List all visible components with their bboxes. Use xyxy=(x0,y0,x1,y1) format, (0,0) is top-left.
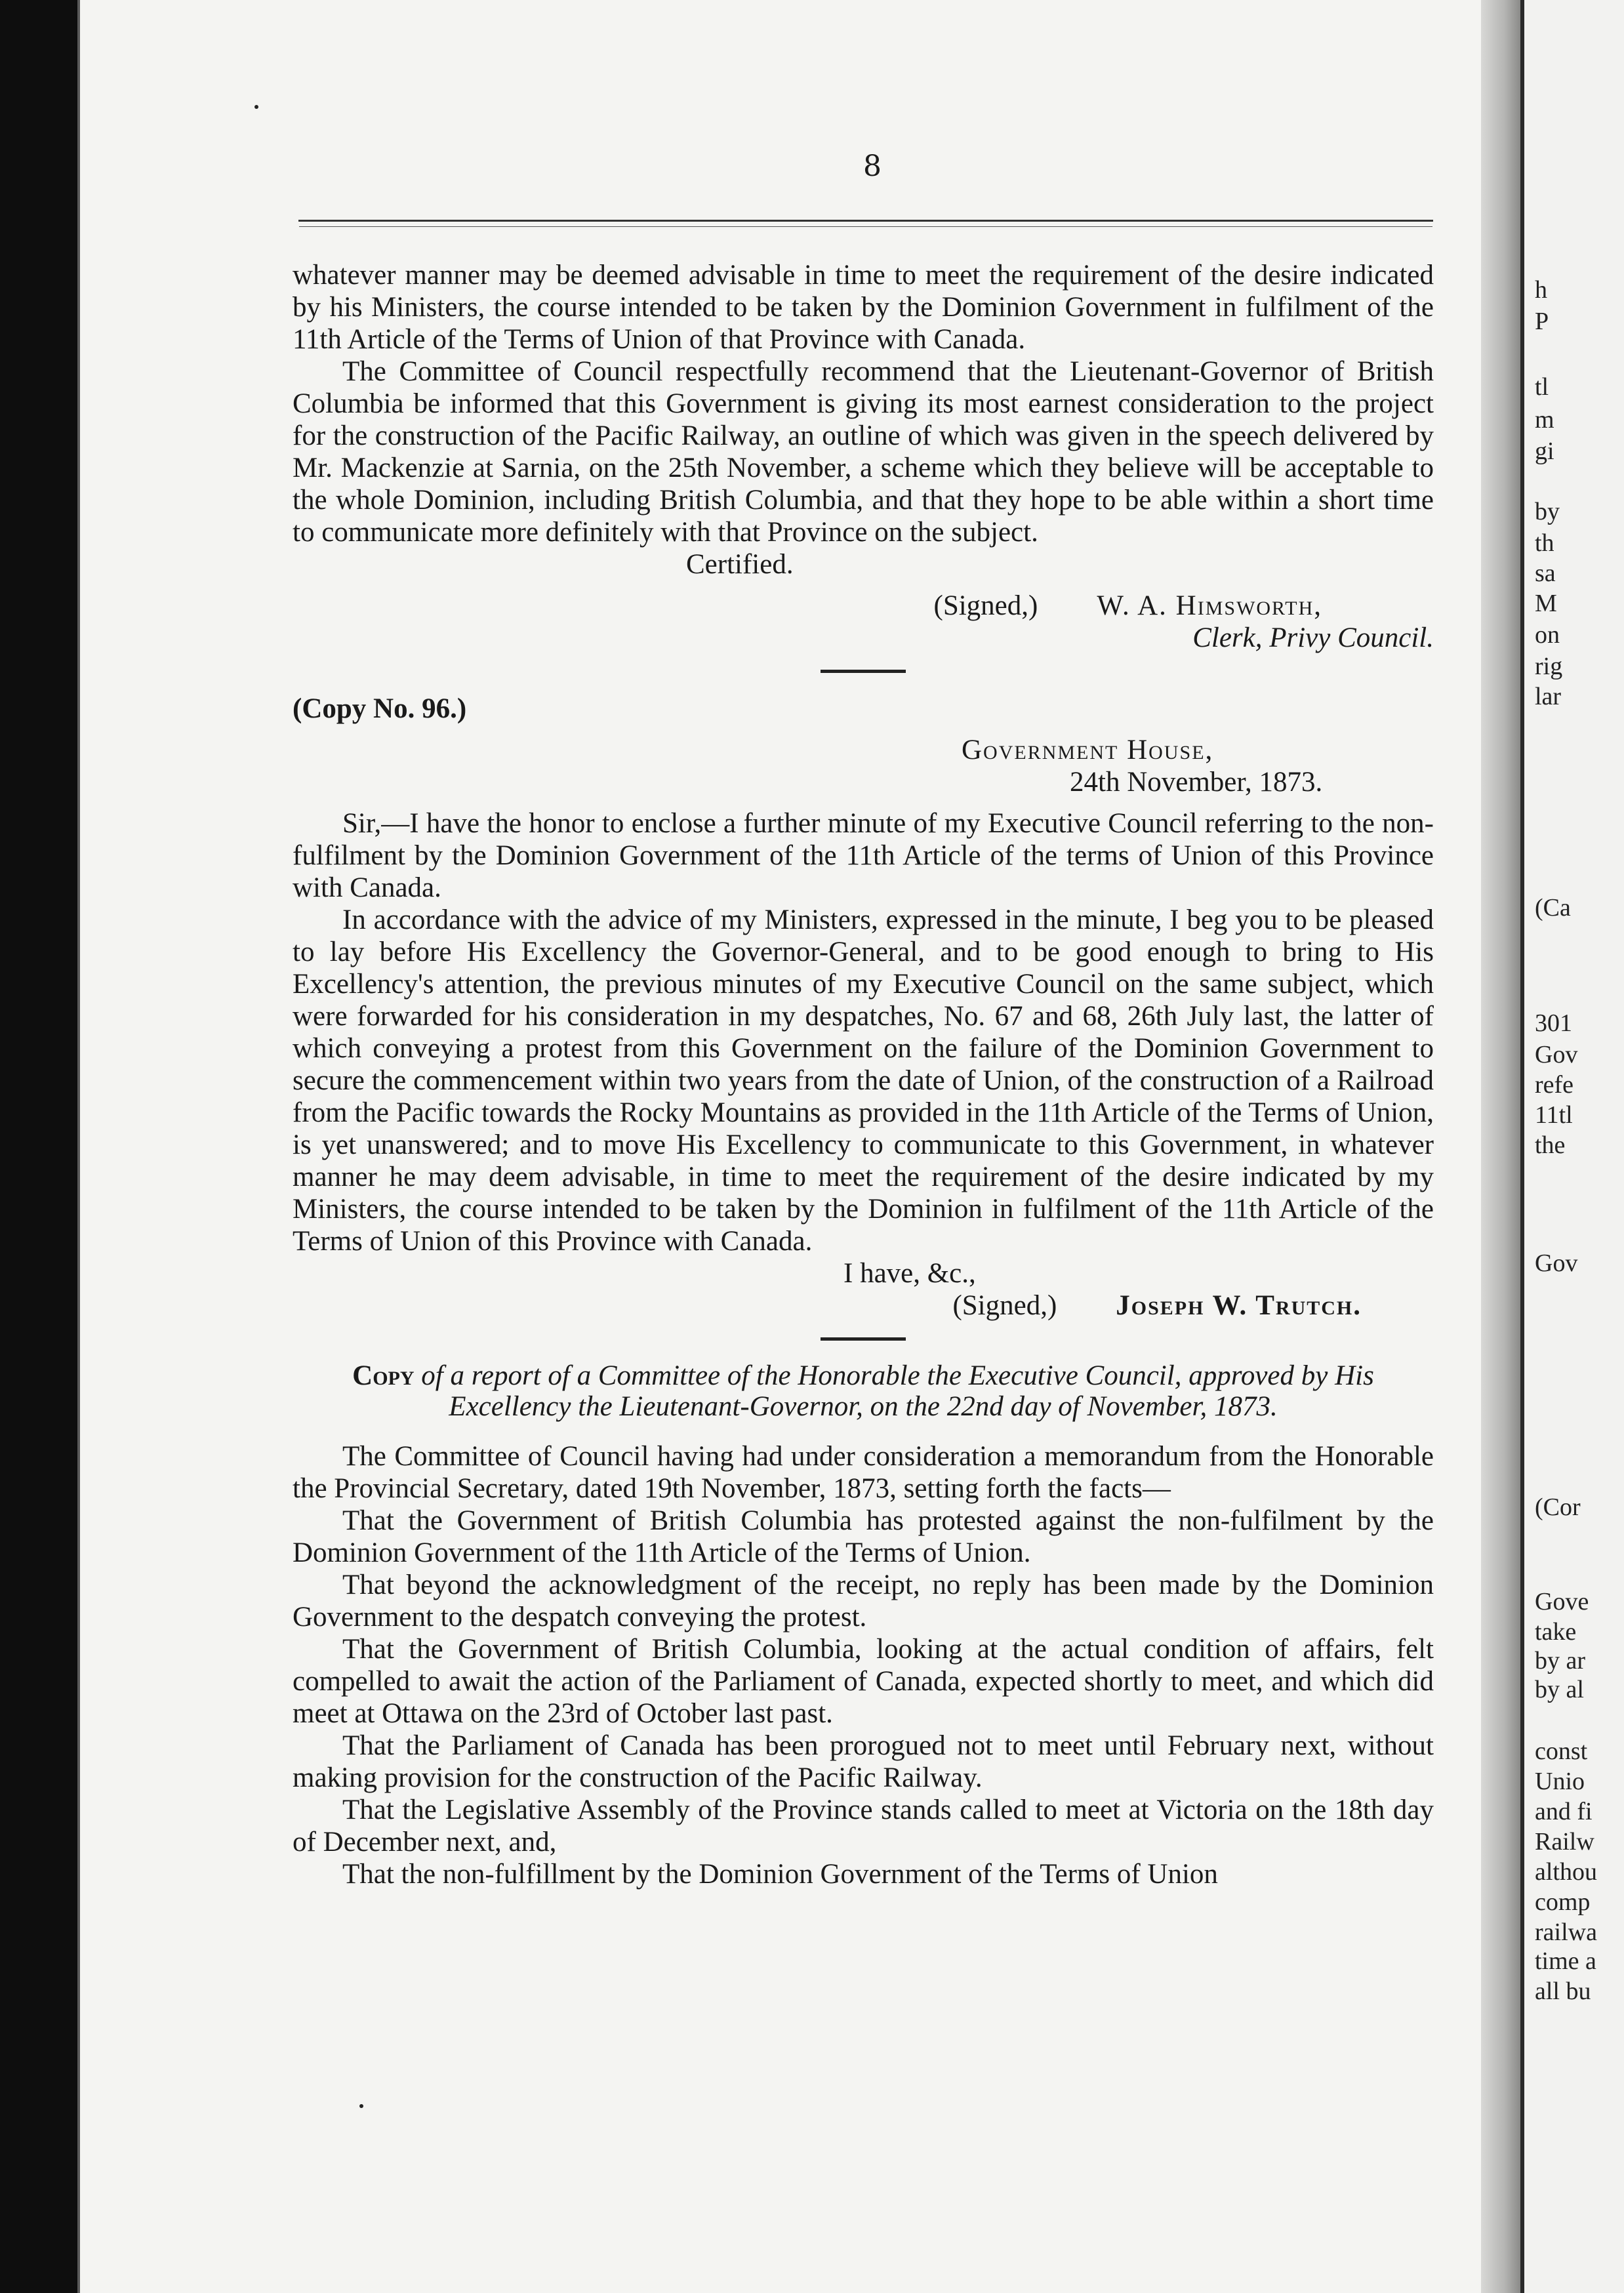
fragment: 301 xyxy=(1535,1009,1572,1037)
signer-name: W. A. Himsworth, xyxy=(1097,590,1322,621)
report-heading xyxy=(293,1360,1434,1422)
fragment: (Ca xyxy=(1535,894,1571,922)
fragment: Unio xyxy=(1535,1768,1585,1795)
fragment: comp xyxy=(1535,1888,1591,1916)
fragment: railwa xyxy=(1535,1918,1597,1946)
fragment: the xyxy=(1535,1131,1566,1159)
report-copy-word: Copy xyxy=(352,1360,415,1391)
paragraph: In accordance with the advice of my Ministers, expressed in the minute, I beg you to be pleased to lay before His Excellency the Governor-General, and to be good enough to bring to His Excellency's attention, the previous minutes of my Executive Council on the same subject, which were forwarded for his consideration in my despatches, No. 67 and 68, 26th July last, the latter of which conveying a protest from this Government on the failure of the Dominion Government to secure the commencement within two years from the date of Union, of the construction of a Railroad from the Pacific towards the Rocky Mountains as provided in the 11th Article of the Terms of Union, is yet unanswered; and to move His Excellency to communicate to this Government, in whatever manner he may deem advisable, in time to meet the requirement of the desire indicated by my Ministers, the course intended to be taken by the Dominion in fulfilment of the 11th Article of the Terms of Union of this Province with Canada. xyxy=(293,904,1434,1257)
fragment: take xyxy=(1535,1618,1577,1646)
page-edge-shadow xyxy=(1481,0,1520,2293)
fragment: by ar xyxy=(1535,1647,1586,1674)
signature-line xyxy=(293,590,1434,622)
paragraph: The Committee of Council having had under consideration a memorandum from the Honorable the Provincial Secretary, dated 19th November, 1873, setting forth the facts— xyxy=(293,1441,1434,1504)
signature-line xyxy=(293,1289,1434,1322)
fragment: P xyxy=(1535,308,1549,335)
fragment: time a xyxy=(1535,1947,1596,1975)
fragment: by al xyxy=(1535,1676,1584,1703)
fragment: gi xyxy=(1535,437,1554,465)
letter-date: 24th November, 1873. xyxy=(1070,767,1323,798)
section-divider xyxy=(821,1337,906,1341)
header-rule xyxy=(298,220,1433,222)
paragraph: That the Government of British Columbia, looking at the actual condition of affairs, felt compelled to await the action of the Parliament of Canada, expected shortly to meet, and which did meet at Ottawa on the 23rd of October last past. xyxy=(293,1634,1434,1729)
paragraph: That the Legislative Assembly of the Province stands called to meet at Victoria on the 18th day of December next, and, xyxy=(293,1795,1434,1857)
fragment: lar xyxy=(1535,683,1562,710)
signer-name: Joseph W. Trutch. xyxy=(1116,1290,1362,1321)
page-number: 8 xyxy=(863,150,882,183)
fragment: tl xyxy=(1535,373,1549,401)
signed-label: (Signed,) xyxy=(933,590,1038,621)
fragment: m xyxy=(1535,406,1554,434)
fragment: all bu xyxy=(1535,1978,1591,2005)
page-body xyxy=(293,259,1434,1890)
paragraph: whatever manner may be deemed advisable in time to meet the requirement of the desire indicated by his Ministers, the course intended to be taken by the Dominion Government in fulfilment of the 11th Article of the Terms of Union of that Province with Canada. xyxy=(293,260,1434,355)
copy-label: (Copy No. 96.) xyxy=(293,693,467,724)
fragment: by xyxy=(1535,498,1560,525)
fragment: Gov xyxy=(1535,1041,1578,1068)
fragment: Railw xyxy=(1535,1828,1594,1856)
paragraph: That the Parliament of Canada has been prorogued not to meet until February next, without making provision for the construction of the Pacific Railway. xyxy=(293,1730,1434,1793)
fragment: rig xyxy=(1535,653,1563,680)
fragment: sa xyxy=(1535,559,1556,587)
letter-address: Government House, xyxy=(962,735,1214,765)
fragment: on xyxy=(1535,621,1560,649)
speck xyxy=(254,105,258,109)
signer-title: Clerk, Privy Council. xyxy=(1192,622,1434,653)
paragraph: That the Government of British Columbia has protested against the non-fulfilment by the Dominion Government of the 11th Article of the Terms of Union. xyxy=(293,1505,1434,1568)
fragment: refe xyxy=(1535,1071,1574,1099)
fragment: althou xyxy=(1535,1858,1597,1886)
speck xyxy=(359,2104,363,2108)
fragment: const xyxy=(1535,1737,1588,1765)
adjacent-page-text xyxy=(1535,0,1624,2293)
fragment: h xyxy=(1535,276,1547,304)
fragment: Gov xyxy=(1535,1249,1578,1277)
fragment: th xyxy=(1535,529,1554,557)
paragraph: The Committee of Council respectfully recommend that the Lieutenant-Governor of British Columbia be informed that this Government is giving its most earnest consideration to the project for the construction of the Pacific Railway, an outline of which was given in the speech delivered by Mr. Mackenzie at Sarnia, on the 25th November, a scheme which they believe will be acceptable to the whole Dominion, including British Columbia, and that they hope to be able within a short time to communicate more definitely with that Province on the subject. xyxy=(293,356,1434,548)
fragment: M xyxy=(1535,590,1557,617)
fragment: and fi xyxy=(1535,1798,1593,1825)
fragment: 11tl xyxy=(1535,1101,1573,1129)
fragment: (Cor xyxy=(1535,1493,1581,1521)
fragment: Gove xyxy=(1535,1588,1589,1615)
report-heading-text: of a report of a Committee of the Honorable the Executive Council, approved by His Excellency the Lieutenant-Governor, on the 22nd day of November, 1873. xyxy=(421,1360,1374,1422)
paragraph: Sir,—I have the honor to enclose a further minute of my Executive Council referring to the non-fulfilment by the Dominion Government of the 11th Article of the terms of Union of this Province with Canada. xyxy=(293,808,1434,903)
paragraph: That beyond the acknowledgment of the receipt, no reply has been made by the Dominion Government to the despatch conveying the protest. xyxy=(293,1570,1434,1633)
section-divider xyxy=(821,670,906,673)
closing: I have, &c., xyxy=(843,1258,976,1289)
paragraph: That the non-fulfillment by the Dominion Government of the Terms of Union xyxy=(342,1859,1218,1890)
certified-line: Certified. xyxy=(686,549,794,580)
signed-label: (Signed,) xyxy=(952,1290,1057,1321)
